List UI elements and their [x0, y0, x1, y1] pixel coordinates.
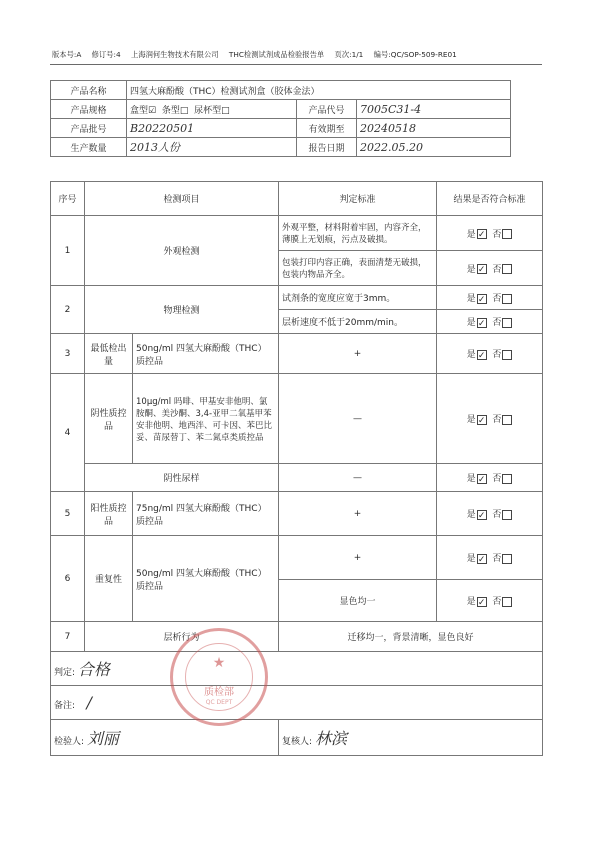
yes-checkbox-checked: ✓: [477, 597, 486, 608]
result-cell: [437, 334, 543, 374]
row-no: 7: [51, 622, 85, 652]
table-row: [51, 464, 543, 492]
code-value: 7005C31-4: [357, 100, 511, 119]
verdict-row: [51, 652, 543, 686]
remark-row: [51, 686, 543, 720]
col-header-result: 结果是否符合标准: [437, 182, 543, 216]
qc-department-stamp: [170, 628, 268, 726]
row-standard: +: [279, 536, 437, 580]
row-no: 3: [51, 334, 85, 374]
row-no: 1: [51, 216, 85, 286]
result-cell: [437, 492, 543, 536]
verdict-label: 判定:: [54, 668, 76, 678]
yes-checkbox-checked: ✓: [477, 415, 486, 426]
remark-cell: [51, 686, 543, 720]
inspection-table: [50, 181, 543, 756]
expiry-value: 20240518: [357, 119, 511, 138]
row-description: 75ng/ml 四氢大麻酚酸（THC）质控品: [133, 492, 279, 536]
no-checkbox: [502, 415, 512, 425]
row-no: 6: [51, 536, 85, 622]
no-checkbox: [502, 597, 512, 607]
row-item: 外观检测: [85, 216, 279, 286]
col-header-no: 序号: [51, 182, 85, 216]
expiry-label: 有效期至: [297, 119, 357, 138]
result-cell: [437, 536, 543, 580]
batch-label: 产品批号: [51, 119, 127, 138]
no-label: 否: [492, 510, 502, 520]
no-checkbox: [502, 264, 512, 274]
row-description: 10μg/ml 吗啡、甲基安非他明、氯胺酮、美沙酮、3,4-亚甲二氧基甲苯安非他明、地西泮、可卡因、苯巴比妥、苗尿替丁、苯二氮卓类质控品: [133, 374, 279, 464]
row-standard: —: [279, 464, 437, 492]
product-info-table: [50, 80, 511, 157]
no-checkbox: [502, 554, 512, 564]
revision-number: 修订号:4: [91, 50, 121, 59]
report-date-value: 2022.05.20: [357, 138, 511, 157]
yes-checkbox-checked: ✓: [477, 230, 486, 240]
code-label: 产品代号: [297, 100, 357, 119]
report-date-label: 报告日期: [297, 138, 357, 157]
no-checkbox: [502, 294, 512, 304]
table-row: [51, 374, 543, 464]
product-name-value: 四氢大麻酚酸（THC）检测试剂盒（胶体金法）: [127, 81, 511, 100]
batch-value: B20220501: [127, 119, 297, 138]
col-header-item: 检测项目: [85, 182, 279, 216]
header-divider: [50, 64, 542, 65]
version-number: 版本号:A: [52, 50, 82, 59]
yes-label: 是: [466, 318, 476, 328]
yes-label: 是: [466, 229, 476, 240]
inspector-signature: 刘丽: [86, 729, 119, 748]
remark-value: /: [86, 693, 92, 712]
row-subitem: 阳性质控品: [85, 492, 133, 536]
no-checkbox: [502, 229, 512, 239]
no-checkbox: [502, 350, 512, 360]
yes-label: 是: [466, 474, 476, 484]
yes-checkbox-checked: ✓: [477, 265, 486, 275]
yes-checkbox-checked: ✓: [477, 350, 486, 361]
company-name: 上海润何生物技术有限公司: [131, 50, 219, 59]
row-description: 50ng/ml 四氢大麻酚酸（THC）质控品: [133, 536, 279, 622]
yes-label: 是: [466, 415, 476, 425]
table-row: [51, 622, 543, 652]
no-label: 否: [492, 597, 502, 607]
stamp-english: QC DEPT: [205, 699, 233, 706]
row-subitem: 阴性质控品: [85, 374, 133, 464]
reviewer-label: 复核人:: [282, 737, 313, 747]
result-cell: [437, 580, 543, 622]
row-item: 层析行为: [85, 622, 279, 652]
row-item: 物理检测: [85, 286, 279, 334]
result-cell: [437, 374, 543, 464]
no-label: 否: [492, 294, 502, 304]
verdict-cell: [51, 652, 543, 686]
result-cell: [437, 310, 543, 334]
table-row: [51, 216, 543, 251]
row-standard: 外观平整，材料附着牢固，内容齐全，薄膜上无划痕，污点及破损。: [279, 216, 437, 251]
yes-label: 是: [466, 294, 476, 304]
spec-box-option: 盒型☑: [130, 105, 157, 116]
table-row: [51, 334, 543, 374]
yes-label: 是: [466, 264, 476, 275]
row-subitem: 阴性尿样: [85, 464, 279, 492]
document-title: THC检测试剂成品检验报告单: [228, 50, 325, 59]
no-label: 否: [492, 415, 502, 425]
signature-row: [51, 720, 543, 756]
row-description: 50ng/ml 四氢大麻酚酸（THC）质控品: [133, 334, 279, 374]
yes-checkbox-checked: ✓: [477, 554, 486, 565]
yes-label: 是: [466, 554, 476, 564]
yes-label: 是: [466, 350, 476, 360]
row-no: 2: [51, 286, 85, 334]
quantity-label: 生产数量: [51, 138, 127, 157]
row-no: 4: [51, 374, 85, 492]
row-subitem: 最低检出量: [85, 334, 133, 374]
table-row: [51, 286, 543, 310]
inspector-cell: [51, 720, 279, 756]
result-cell: [437, 286, 543, 310]
yes-label: 是: [466, 597, 476, 607]
document-number: 编号:QC/SOP-509-RE01: [373, 50, 457, 59]
spec-cup-option: 尿杯型□: [194, 105, 230, 116]
verdict-value: 合格: [77, 660, 110, 679]
row-standard: +: [279, 492, 437, 536]
no-checkbox: [502, 510, 512, 520]
no-label: 否: [492, 474, 502, 484]
page-number: 页次:1/1: [334, 50, 364, 59]
yes-checkbox-checked: ✓: [477, 474, 486, 485]
product-name-label: 产品名称: [51, 81, 127, 100]
table-row: [51, 492, 543, 536]
no-label: 否: [492, 318, 502, 328]
row-standard: —: [279, 374, 437, 464]
table-row: [51, 536, 543, 580]
stamp-star-icon: ★: [212, 655, 226, 671]
spec-strip-option: 条型□: [161, 105, 189, 116]
row-standard: +: [279, 334, 437, 374]
quantity-value: 2013人份: [127, 138, 297, 157]
yes-checkbox-checked: ✓: [477, 318, 486, 329]
no-label: 否: [492, 264, 502, 275]
spec-label: 产品规格: [51, 100, 127, 119]
document-header: [52, 50, 547, 60]
no-checkbox: [502, 318, 512, 328]
reviewer-cell: [279, 720, 543, 756]
no-label: 否: [492, 554, 502, 564]
row-standard: 包装打印内容正确，表面清楚无破损，包装内物品齐全。: [279, 251, 437, 286]
row-subitem: 重复性: [85, 536, 133, 622]
remark-label: 备注:: [54, 701, 76, 711]
no-checkbox: [502, 474, 512, 484]
inspector-label: 检验人:: [54, 737, 85, 747]
col-header-standard: 判定标准: [279, 182, 437, 216]
yes-checkbox-checked: ✓: [477, 510, 486, 521]
reviewer-signature: 林滨: [314, 729, 347, 748]
yes-label: 是: [466, 510, 476, 520]
no-label: 否: [492, 229, 502, 240]
no-label: 否: [492, 350, 502, 360]
row-standard: 显色均一: [279, 580, 437, 622]
result-cell: [437, 464, 543, 492]
result-cell: [437, 251, 543, 286]
result-cell: [437, 216, 543, 251]
row-standard: 层析速度不低于20mm/min。: [279, 310, 437, 334]
yes-checkbox-checked: ✓: [477, 294, 486, 305]
stamp-text: 质检部: [204, 687, 234, 698]
row-standard: 迁移均一，背景清晰，显色良好: [279, 622, 543, 652]
row-standard: 试剂条的宽度应宽于3mm。: [279, 286, 437, 310]
spec-options: [127, 100, 297, 119]
row-no: 5: [51, 492, 85, 536]
